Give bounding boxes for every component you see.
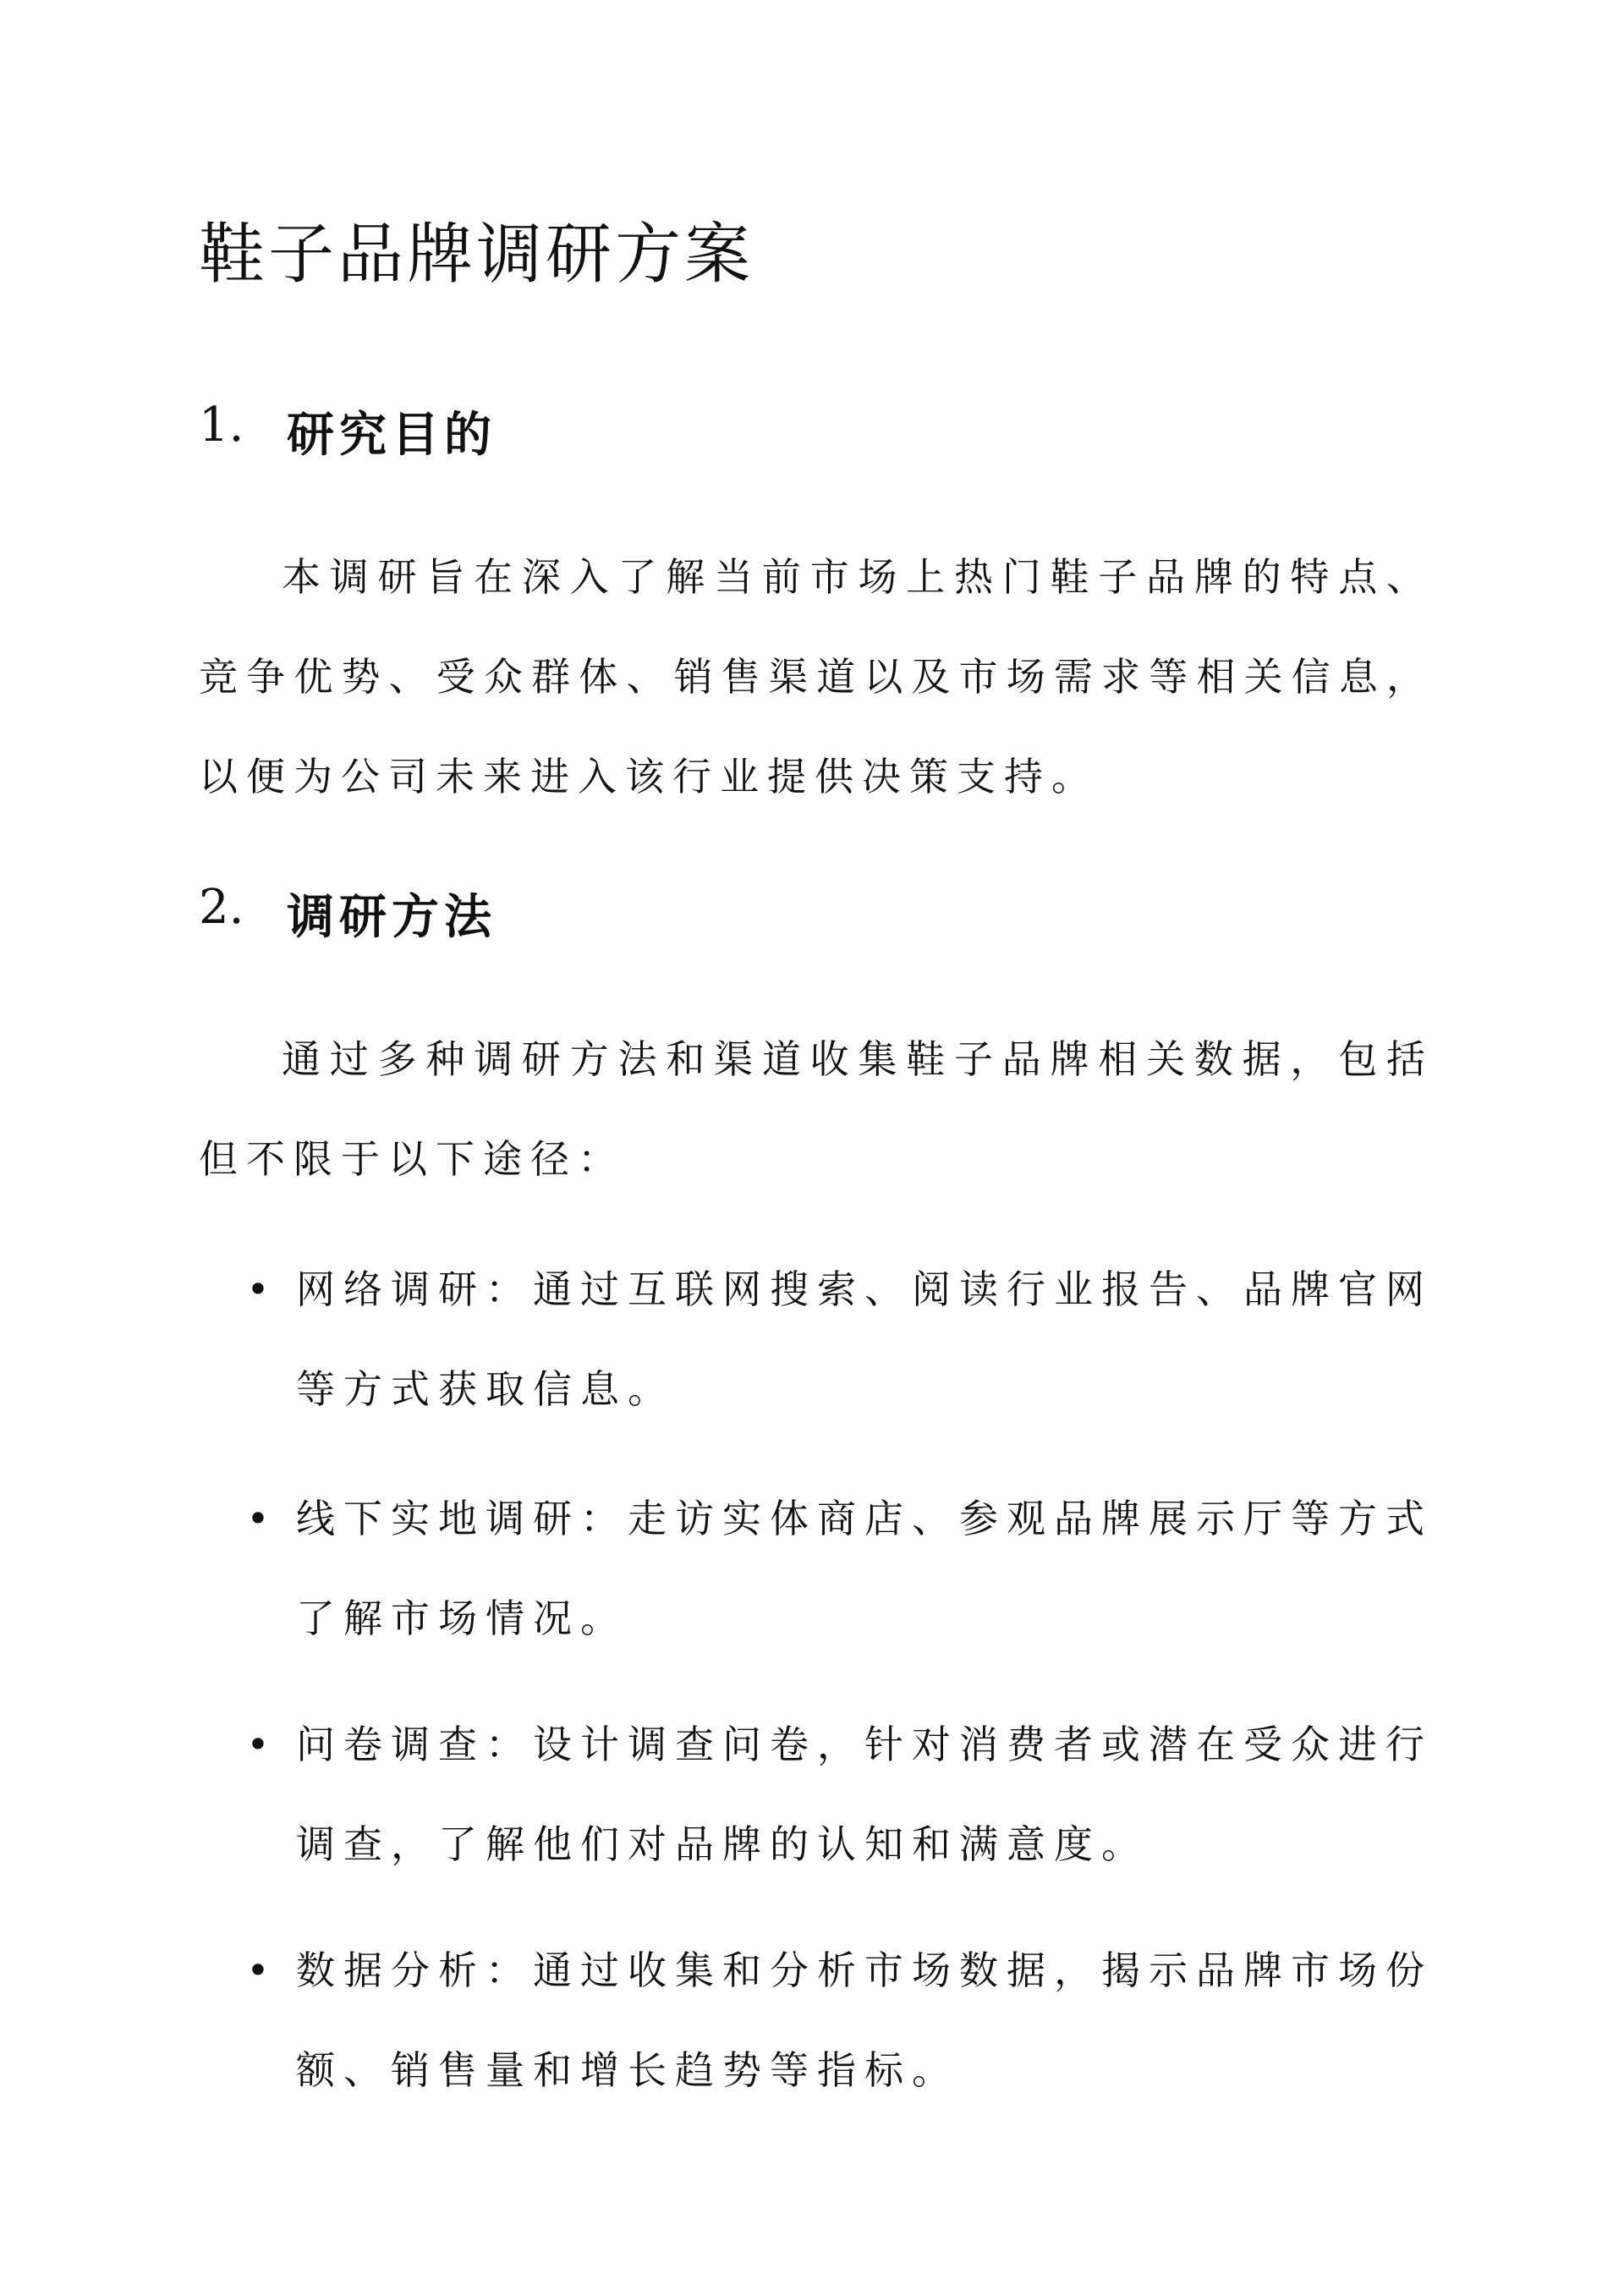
list-item: [245, 1920, 1463, 2120]
bullet-marker: •: [246, 1496, 278, 1541]
section-2-heading: [199, 880, 497, 948]
section-1-title: 研究目的: [287, 407, 497, 463]
section-2-paragraph: 通过多种调研方法和渠道收集鞋子品牌相关数据，包括但不限于以下途径：: [199, 1036, 1434, 1182]
list-item-text: 网络调研：通过互联网搜索、阅读行业报告、品牌官网等方式获取信息。: [296, 1266, 1433, 1412]
bullet-marker: •: [246, 1722, 278, 1767]
list-item-text: 数据分析：通过收集和分析市场数据，揭示品牌市场份额、销售量和增长趋势等指标。: [296, 1947, 1433, 2093]
section-1-paragraph: 本调研旨在深入了解当前市场上热门鞋子品牌的特点、竞争优势、受众群体、销售渠道以及市场需求等相关信息，以便为公司未来进入该行业提供决策支持。: [199, 554, 1434, 799]
bullet-marker: •: [246, 1266, 278, 1312]
section-2-number: 2.: [199, 880, 244, 935]
section-1-heading: [199, 398, 497, 465]
list-item-text: 线下实地调研：走访实体商店、参观品牌展示厅等方式了解市场情况。: [296, 1496, 1433, 1641]
bullet-marker: •: [246, 1947, 278, 1993]
document-title: 鞋子品牌调研方案: [199, 217, 754, 293]
section-2-title: 调研方法: [287, 889, 497, 945]
list-item: [245, 1695, 1463, 1894]
list-item: [245, 1469, 1463, 1668]
list-item-text: 问卷调查：设计调查问卷，针对消费者或潜在受众进行调查，了解他们对品牌的认知和满意度。: [296, 1722, 1433, 1867]
section-1-number: 1.: [199, 398, 244, 453]
list-item: [245, 1239, 1463, 1439]
